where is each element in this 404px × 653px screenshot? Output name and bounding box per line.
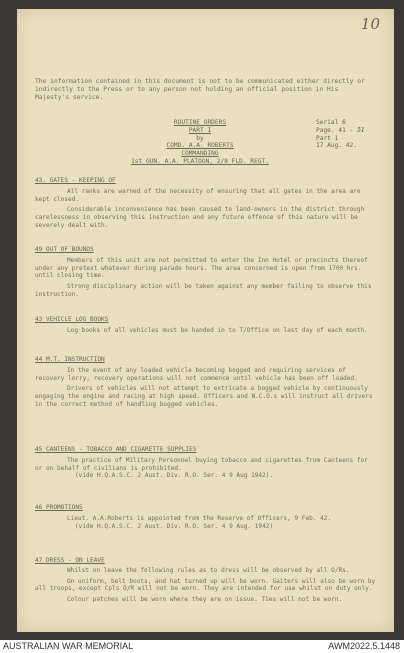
security-notice: The information contained in this document is not to be communicated either directly or indirectly to the Press or to any person not holding an official position in His Majesty's service. [35, 78, 365, 101]
item-paragraph: The practice of Military Personnel buying tobacco and cigarettes from Canteens for or on behalf of civilians is prohibited. [35, 456, 368, 472]
item-paragraph: Whilst on leave the following rules as to dress will be observed by all O/Rs. [67, 566, 350, 574]
page-ref [316, 127, 374, 135]
item-reference: (vide H.Q.A.S.C. 2 Aust. Div. R.O. Ser. 4 9 Aug 1942). [75, 472, 274, 480]
order-item [35, 446, 377, 480]
document-sheet [17, 9, 394, 632]
item-paragraph: Drivers of vehicles will not attempt to extricate a bogged vehicle by continuously engaging the engine and racing at high speed. Officers and N.C.O.s will instruct all drivers in the correct method of handling bogged vehicles. [35, 385, 373, 408]
orders-header [90, 119, 310, 166]
page-ref-handwritten: 51 [357, 126, 365, 134]
header-line-4: COMD. A.A. ROBERTS [166, 142, 234, 150]
header-line-2: PART I [188, 126, 212, 134]
item-heading: 44 M.T. INSTRUCTION [35, 356, 105, 363]
order-item [35, 316, 377, 335]
item-heading: 43 VEHICLE LOG BOOKS [35, 316, 109, 323]
order-item [35, 557, 377, 604]
order-item [35, 356, 377, 409]
header-line-5: COMMANDING [181, 150, 219, 158]
header-line-3: by [196, 134, 204, 142]
page-ref-typed: Page. 41 - [316, 126, 354, 134]
archive-reference: AWM2022.5.1448 [328, 641, 400, 651]
order-item [35, 504, 377, 530]
serial-date: 17 Aug. 42. [316, 142, 357, 150]
page-corner-number: 10 [360, 15, 380, 33]
item-paragraph: Log books of all vehicles must be handed in to T/Office on last day of each month. [67, 326, 368, 334]
item-heading: 49 OUT OF BOUNDS [35, 246, 94, 253]
item-paragraph: Lieut. A.A.Roberts is appointed from the Reserve of Officers, 9 Feb. 42. [67, 514, 332, 522]
item-reference: (vide H.Q.A.S.C. 2 Aust. Div. R.O. Ser. 4 9 Aug. 1942) [75, 522, 274, 530]
item-heading: 45 CANTEENS - TOBACCO AND CIGARETTE SUPPLIES [35, 446, 197, 453]
item-paragraph: In the event of any loaded vehicle becoming bogged and requiring services of recovery lorry, recovery operations will not commence until vehicle has been off loaded. [35, 366, 358, 382]
order-item [35, 177, 377, 230]
item-paragraph: On uniform, belt boots, and hat turned up will be worn. Gaiters will also be worn by all troops, except Cpls O/R will not be worn. They are intended for use whilst on duty only. [35, 577, 376, 593]
item-paragraph: Members of this unit are not permitted to enter the Inn Hotel or precincts thereof under any pretext whatever during parade hours. The area concerned is open from 1700 hrs. until closing time. [35, 256, 368, 280]
header-line-1: ROUTINE ORDERS [173, 119, 227, 126]
header-line-6: 1st GUN. A.A. PLATOON, 2/8 FLD. REGT. [131, 157, 269, 165]
item-paragraph: All ranks are warned of the necessity of ensuring that all gates in the area are kept closed. [35, 187, 361, 203]
item-heading: 43. GATES - KEEPING OF [35, 177, 116, 184]
item-heading: 47 DRESS - ON LEAVE [35, 557, 105, 564]
item-paragraph: Considerable inconvenience has been caused to land-owners in the district through carelessness in observing this instruction and any future offence of this nature will be severely dealt with. [35, 206, 365, 229]
archive-name: AUSTRALIAN WAR MEMORIAL [3, 641, 134, 651]
item-paragraph: Colour patches will be worn where they are on issue. Ties will not be worn. [67, 596, 343, 604]
item-heading: 46 PROMOTIONS [35, 504, 83, 511]
order-item [35, 246, 377, 299]
archive-footer [0, 640, 404, 653]
serial-block [316, 119, 374, 150]
serial-number: Serial 6 [316, 119, 346, 126]
part-number: Part 1 [316, 134, 339, 142]
item-paragraph: Strong disciplinary action will be taken against any member failing to observe this instruction. [35, 283, 372, 298]
